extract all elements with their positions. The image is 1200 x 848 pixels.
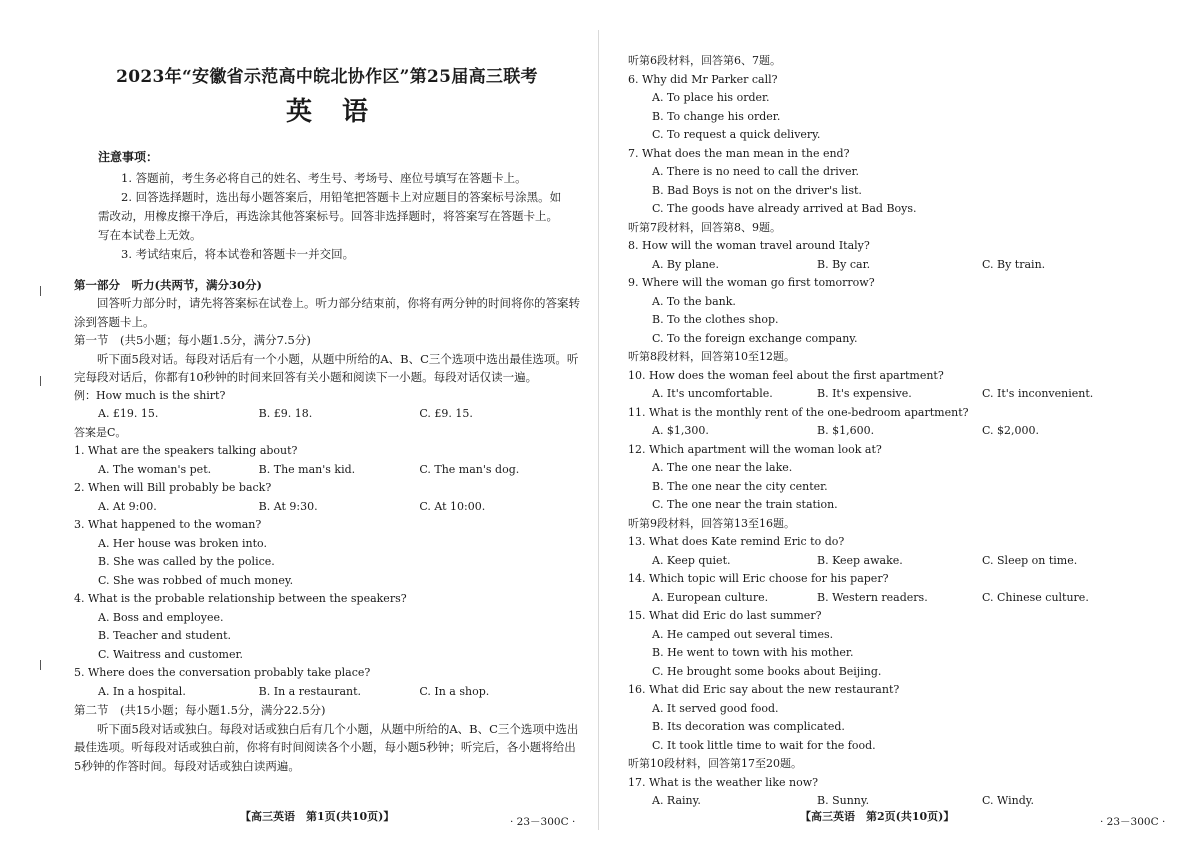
options-row <box>628 256 1160 275</box>
option: B. At 9:30. <box>258 499 318 513</box>
question: 6. Why did Mr Parker call? <box>628 72 778 86</box>
option: C. Sleep on time. <box>982 553 1078 567</box>
option: A. By plane. <box>652 257 719 271</box>
options-row <box>74 498 580 517</box>
option: B. He went to town with his mother. <box>652 646 854 659</box>
option: C. The one near the train station. <box>652 498 838 511</box>
option: C. By train. <box>982 257 1046 271</box>
option: B. To the clothes shop. <box>652 313 779 326</box>
question-4: 4. What is the probable relationship between the speakers? <box>74 592 407 605</box>
section-two-title: 第二节 (共15小题；每小题1.5分，满分22.5分) <box>74 703 326 717</box>
option: B. The man's kid. <box>258 462 356 476</box>
option: A. European culture. <box>652 590 769 604</box>
question: 10. How does the woman feel about the first apartment? <box>628 368 944 382</box>
option: A. Rainy. <box>652 794 701 807</box>
option: C. He brought some books about Beijing. <box>652 664 882 678</box>
listening-instruction: 听第10段材料，回答第17至20题。 <box>628 757 802 770</box>
exam-title: 2023年“安徽省示范高中皖北协作区”第25届高三联考 <box>116 67 538 87</box>
option: C. £9. 15. <box>419 407 473 420</box>
example-question: 例：How much is the shirt? <box>74 388 226 402</box>
notice-item: 2. 回答选择题时，选出每小题答案后，用铅笔把答题卡上对应题目的答案标号涂黑。如需改动，用橡皮擦干净后，再选涂其他答案标号。回答非选择题时，将答案写在答题卡上。写在本试卷上无效。 <box>98 190 562 242</box>
question: 12. Which apartment will the woman look at? <box>628 442 882 456</box>
option: B. It's expensive. <box>817 387 912 400</box>
option: B. $1,600. <box>817 424 875 437</box>
question: 14. Which topic will Eric choose for his paper? <box>628 572 889 585</box>
option: A. £19. 15. <box>98 407 159 420</box>
option: A. To place his order. <box>652 91 770 104</box>
question: 9. Where will the woman go first tomorrow? <box>628 276 875 289</box>
option: B. Bad Boys is not on the driver's list. <box>652 183 862 197</box>
part-one-intro: 回答听力部分时，请先将答案标在试卷上。听力部分结束前，你将有两分钟的时间将你的答案转涂到答题卡上。 <box>74 296 580 329</box>
notice-title: 注意事项： <box>98 150 159 164</box>
option: B. By car. <box>817 257 871 271</box>
option: A. Her house was broken into. <box>98 536 267 550</box>
option: A. The woman's pet. <box>98 462 212 476</box>
option: B. £9. 18. <box>258 407 313 420</box>
question: 17. What is the weather like now? <box>628 775 819 789</box>
options-row <box>74 461 580 480</box>
question-1: 1. What are the speakers talking about? <box>74 444 298 457</box>
question: 16. What did Eric say about the new restaurant? <box>628 683 900 696</box>
listening-instruction: 听第7段材料，回答第8、9题。 <box>628 220 781 234</box>
option: C. The man's dog. <box>419 462 520 476</box>
page-footer: 【高三英语 第1页(共10页)】 <box>240 810 395 823</box>
section-one-intro: 听下面5段对话。每段对话后有一个小题，从题中所给的A、B、C三个选项中选出最佳选项。听完每段对话后，你都有10秒钟的时间来回答有关小题和阅读下一小题。每段对话仅读一遍。 <box>74 351 579 384</box>
page-footer: 【高三英语 第2页(共10页)】 <box>800 810 955 823</box>
options-row <box>628 552 1160 571</box>
option: A. In a hospital. <box>98 684 186 698</box>
options-row <box>628 589 1160 608</box>
option: C. To request a quick delivery. <box>652 128 821 141</box>
option: A. He camped out several times. <box>652 627 834 641</box>
subject-title: 英语 <box>285 97 398 127</box>
option: B. To change his order. <box>652 109 781 123</box>
part-one-title: 第一部分 听力(共两节，满分30分) <box>74 278 262 292</box>
exam-page-2 <box>600 0 1200 848</box>
option: A. It served good food. <box>652 701 779 715</box>
option: C. The goods have already arrived at Bad Boys. <box>652 202 917 215</box>
example-options <box>74 405 580 424</box>
option: B. Teacher and student. <box>98 629 232 642</box>
example-answer: 答案是C。 <box>74 425 127 439</box>
option: A. The one near the lake. <box>652 461 793 474</box>
question: 13. What does Kate remind Eric to do? <box>628 535 845 548</box>
notice-section <box>74 148 580 264</box>
listening-instruction: 听第8段材料，回答第10至12题。 <box>628 350 795 363</box>
question: 8. How will the woman travel around Italy? <box>628 239 870 252</box>
option: C. She was robbed of much money. <box>98 573 294 587</box>
notice-item: 1. 答题前，考生务必将自己的姓名、考生号、考场号、座位号填写在答题卡上。 <box>121 171 527 185</box>
notice-item: 3. 考试结束后，将本试卷和答题卡一并交回。 <box>121 247 355 261</box>
option: C. In a shop. <box>419 684 490 698</box>
options-row <box>628 385 1160 404</box>
section-one-title: 第一节 (共5小题；每小题1.5分，满分7.5分) <box>74 333 311 347</box>
option: A. $1,300. <box>652 424 709 437</box>
option: B. The one near the city center. <box>652 479 828 493</box>
option: B. Western readers. <box>817 590 928 604</box>
exam-code: · 23－300C · <box>510 816 576 828</box>
section-two-intro: 听下面5段对话或独白。每段对话或独白后有几个小题，从题中所给的A、B、C三个选项中选出最佳选项。听每段对话或独白前，你将有时间阅读各个小题，每小题5秒钟；听完后，各小题将给出5秒钟的作答时间。每段对话或独白读两遍。 <box>74 721 579 773</box>
question: 11. What is the monthly rent of the one-bedroom apartment? <box>628 405 969 419</box>
option: C. It's inconvenient. <box>982 387 1094 400</box>
option: C. $2,000. <box>982 424 1040 437</box>
option: C. Waitress and customer. <box>98 647 244 661</box>
question-2: 2. When will Bill probably be back? <box>74 481 272 494</box>
question-3: 3. What happened to the woman? <box>74 518 262 531</box>
question-5: 5. Where does the conversation probably take place? <box>74 666 371 679</box>
option: C. Chinese culture. <box>982 590 1089 604</box>
option: B. Its decoration was complicated. <box>652 720 845 733</box>
option: B. She was called by the police. <box>98 555 275 568</box>
option: B. Sunny. <box>817 794 870 807</box>
question: 15. What did Eric do last summer? <box>628 609 822 622</box>
option: C. To the foreign exchange company. <box>652 331 858 345</box>
exam-code: · 23－300C · <box>1100 816 1166 828</box>
option: A. Boss and employee. <box>98 610 224 624</box>
option: A. Keep quiet. <box>652 553 731 567</box>
listening-instruction: 听第9段材料，回答第13至16题。 <box>628 516 795 530</box>
option: A. It's uncomfortable. <box>652 387 773 400</box>
option: B. In a restaurant. <box>258 684 362 698</box>
option: B. Keep awake. <box>817 553 903 567</box>
option: C. It took little time to wait for the food. <box>652 738 876 752</box>
option: C. Windy. <box>982 794 1035 807</box>
options-row <box>628 422 1160 441</box>
option: C. At 10:00. <box>419 499 486 513</box>
listening-instruction: 听第6段材料，回答第6、7题。 <box>628 54 781 67</box>
question: 7. What does the man mean in the end? <box>628 146 850 160</box>
option: A. At 9:00. <box>98 499 157 513</box>
option: A. To the bank. <box>652 294 736 308</box>
option: A. There is no need to call the driver. <box>652 165 860 178</box>
options-row <box>74 683 580 702</box>
